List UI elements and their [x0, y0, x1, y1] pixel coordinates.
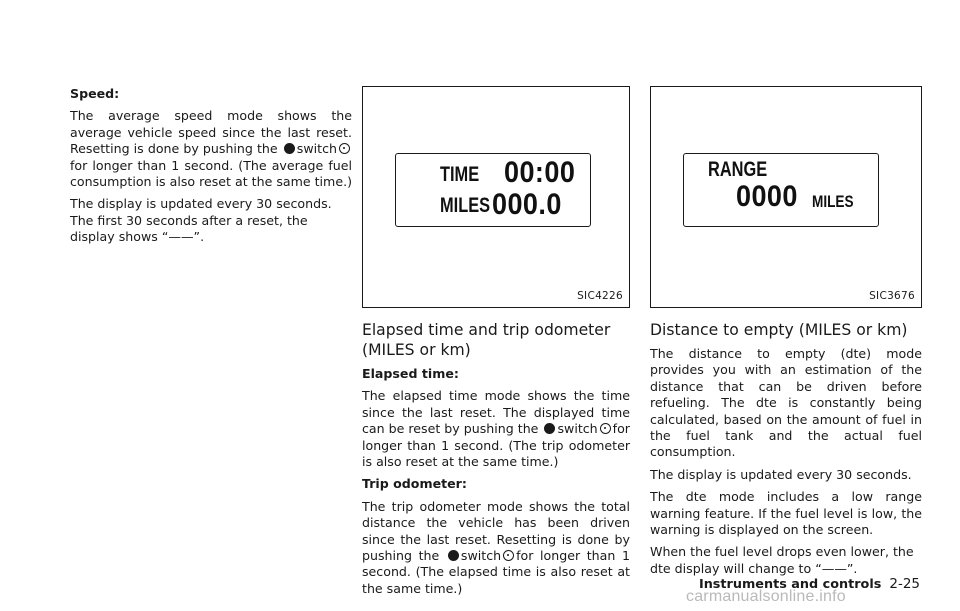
miles-value: 000.0	[492, 188, 562, 221]
miles-label: MILES	[440, 194, 491, 217]
lcd-display	[683, 153, 879, 227]
lcd-display	[395, 153, 591, 227]
range-unit: MILES	[812, 192, 854, 211]
control-dot-icon	[284, 143, 295, 154]
elapsed-paragraph: The elapsed time mode shows the time since the last reset. The displayed time can be reset by pushing the switch for longer than 1 second. (The trip odometer is also reset at the same time.)	[362, 388, 630, 470]
section-title: Distance to empty (MILES or km)	[650, 321, 908, 339]
trip-heading: Trip odometer:	[362, 476, 467, 492]
control-dot-icon	[448, 550, 459, 561]
time-value: 00:00	[504, 156, 576, 189]
time-label: TIME	[440, 163, 480, 186]
speed-section	[70, 86, 352, 252]
dte-paragraph-3: The dte mode includes a low range warning feature. If the fuel level is low, the warning is displayed on the screen.	[650, 489, 922, 538]
speed-paragraph-1: The average speed mode shows the average vehicle speed since the last reset. Resetting is done by pushing the switchfor longer than 1 second. (The average fuel consumption is also reset at the same time.)	[70, 108, 352, 190]
speed-paragraph-2: The display is updated every 30 seconds. The first 30 seconds after a reset, the display shows “——”.	[70, 196, 332, 245]
page-number: 2-25	[889, 576, 920, 592]
switch-icon	[339, 143, 350, 154]
dte-paragraph-2: The display is updated every 30 seconds.	[650, 466, 912, 482]
footer-section-name: Instruments and controls	[698, 577, 882, 592]
figure-id: SIC3676	[869, 290, 915, 302]
switch-icon	[503, 550, 514, 561]
range-figure	[650, 86, 922, 308]
watermark: carmanualsonline.info	[686, 588, 846, 605]
elapsed-time-section	[362, 320, 630, 603]
dte-paragraph-4: When the fuel level drops even lower, the dte display will change to “——”.	[650, 544, 914, 576]
trip-paragraph: The trip odometer mode shows the total distance the vehicle has been driven since the last reset. Resetting is done by pushing the switch for longer than 1 second. (The elapsed time is also reset at the same time.)	[362, 498, 630, 596]
section-title: Elapsed time and trip odometer (MILES or km)	[362, 321, 611, 359]
range-label: RANGE	[708, 158, 768, 181]
distance-to-empty-section	[650, 320, 922, 583]
figure-id: SIC4226	[577, 290, 623, 302]
dte-paragraph-1: The distance to empty (dte) mode provides you with an estimation of the distance that can be driven before refueling. The dte is constantly being calculated, based on the amount of fuel in the fuel tank and the actual fuel consumption.	[650, 346, 922, 460]
control-dot-icon	[544, 423, 555, 434]
speed-heading: Speed:	[70, 86, 120, 101]
switch-icon	[600, 423, 611, 434]
elapsed-heading: Elapsed time:	[362, 366, 459, 381]
range-value: 0000	[736, 180, 798, 213]
elapsed-time-figure	[362, 86, 630, 308]
